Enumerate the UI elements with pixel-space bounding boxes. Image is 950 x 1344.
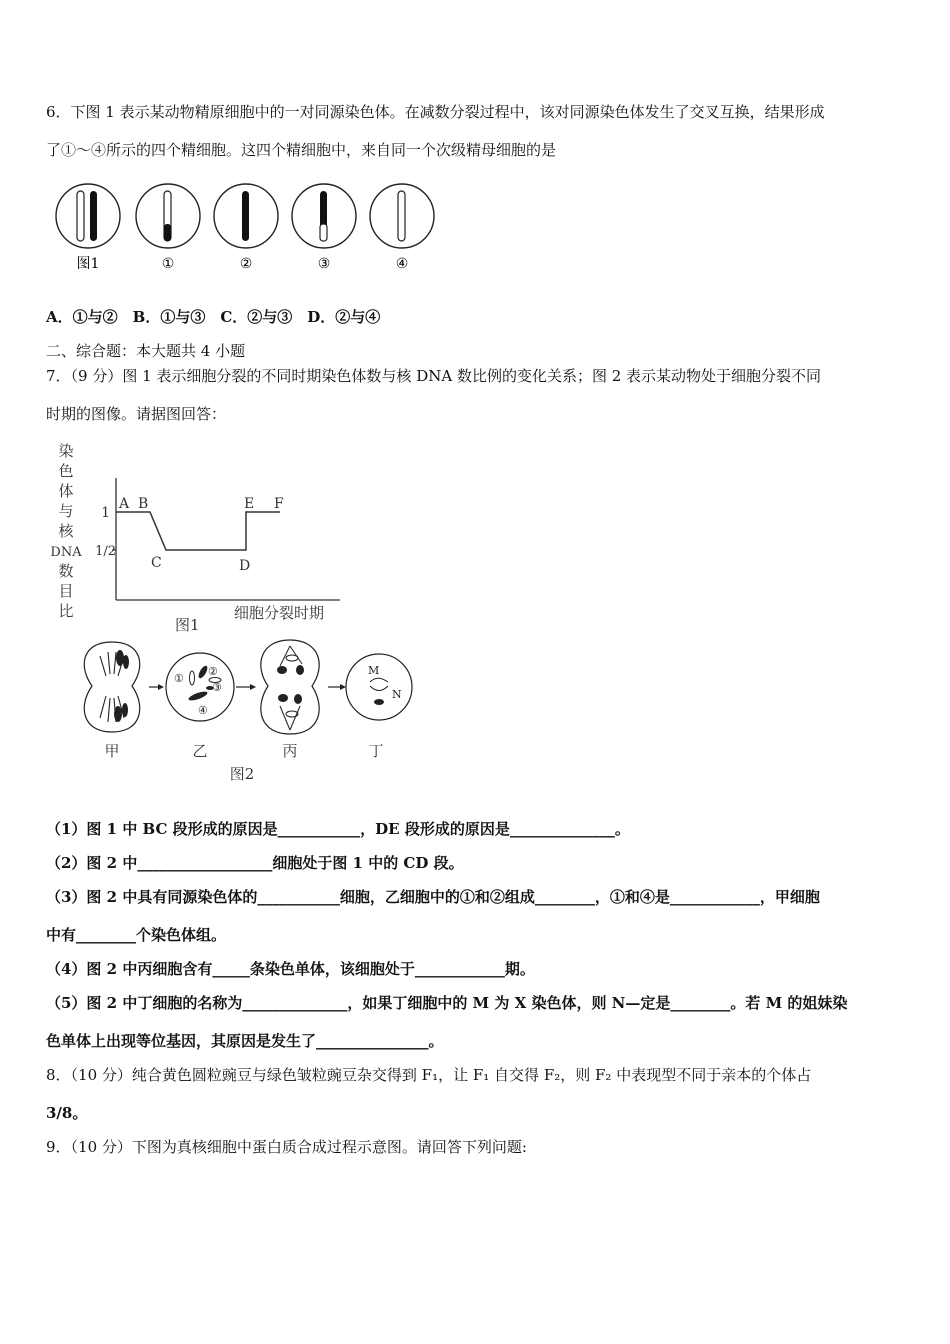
graph-xlabel: 细胞分裂时期 [234,604,325,622]
section2-heading: 二、综合题：本大题共 4 小题 [46,342,246,360]
yi-label-3: ③ [212,681,222,694]
graph-ylabel-char: 目 [58,582,74,600]
fig2-caption: 图2 [229,765,255,783]
graph-ylabel-char: 色 [58,462,74,480]
graph-ylabel-char: 数 [58,562,74,580]
graph-ytick-half: 1/2 [95,544,116,559]
yi-label-1: ① [174,672,184,685]
graph-ylabel-char: 体 [58,482,74,500]
arrow-2-head [250,684,256,690]
q7-sub3b: 中有________个染色体组。 [46,926,227,944]
yi-label-2: ② [208,665,218,678]
q7-sub1: （1）图 1 中 BC 段形成的原因是___________，DE 段形成的原因是______________。 [46,820,630,838]
q7-sub2: （2）图 2 中__________________细胞处于图 1 中的 CD 段。 [46,854,464,872]
graph-point-c: C [151,555,162,571]
graph-ylabel-char: 核 [58,522,74,540]
q6-line1: 6．下图 1 表示某动物精原细胞中的一对同源染色体。在减数分裂过程中，该对同源染色体发生了交叉互换，结果形成 [46,103,825,121]
q7-line1: 7．（9 分）图 1 表示细胞分裂的不同时期染色体数与核 DNA 数比例的变化关系；图 2 表示某动物处于细胞分裂不同 [46,367,822,385]
arrow-1-head [158,684,164,690]
fig1-label: 图1 [76,256,100,272]
graph-ratio-line [116,512,280,550]
graph-point-b: B [138,496,149,512]
q9-line1: 9．（10 分）下图为真核细胞中蛋白质合成过程示意图。请回答下列问题: [46,1138,527,1156]
q7-line2: 时期的图像。请据图回答： [46,405,227,423]
graph-point-f: F [274,496,284,512]
bing-cell-outline [261,640,319,734]
graph-point-a: A [119,496,130,512]
q8-line2: 3/8。 [46,1104,88,1122]
q7-sub3a: （3）图 2 中具有同源染色体的___________细胞，乙细胞中的①和②组成________，①和④是____________，甲细胞 [46,888,820,906]
q6-options: A．①与② B．①与③ C．②与③ D．②与④ [46,308,381,326]
q7-graph-figure1 [44,436,364,641]
graph-point-e: E [244,496,255,512]
graph-ylabel-char: 比 [58,602,74,620]
yi-label-4: ④ [198,704,208,717]
graph-caption: 图1 [175,616,200,634]
cell-name-jia: 甲 [104,742,120,760]
cell4-label: ④ [395,256,409,272]
cell1-label: ① [161,256,175,272]
cell-name-bing: 丙 [282,742,298,760]
cell2-chromosome [242,191,249,241]
cell-name-yi: 乙 [192,742,208,760]
graph-ylabel-char: DNA [50,545,82,560]
q7-cell-division-figure2 [70,636,430,786]
fig1-cell-circle [56,184,120,248]
q8-line1: 8．（10 分）纯合黄色圆粒豌豆与绿色皱粒豌豆杂交得到 F₁，让 F₁ 自交得 F₂，则 F₂ 中表现型不同于亲本的个体占 [46,1066,812,1084]
cell4-chromosome [398,191,405,241]
jia-cell-outline [84,642,139,732]
cell3-label: ③ [317,256,331,272]
graph-ylabel-char: 与 [58,502,74,520]
cell2-label: ② [239,256,253,272]
q7-sub5a: （5）图 2 中丁细胞的名称为______________，如果丁细胞中的 M 为 X 染色体，则 N—定是________。若 M 的姐妹染 [46,994,848,1012]
cell3-white-segment [320,224,327,241]
fig1-white-chromosome [77,191,84,241]
q7-sub5b: 色单体上出现等位基因，其原因是发生了_______________。 [46,1032,444,1050]
arrow-3-head [340,684,346,690]
ding-label-n: N [392,688,402,701]
graph-ytick-1: 1 [101,505,110,521]
q7-sub4: （4）图 2 中丙细胞含有_____条染色单体，该细胞处于____________期。 [46,960,535,978]
cell-name-ding: 丁 [368,742,384,760]
graph-point-d: D [239,558,251,574]
ding-label-m: M [368,664,380,677]
q6-chromosome-figure [50,180,450,280]
graph-ylabel-char: 染 [58,442,74,460]
q6-line2: 了①～④所示的四个精细胞。这四个精细胞中，来自同一个次级精母细胞的是 [46,141,557,159]
cell1-black-segment [164,224,171,241]
fig1-black-chromosome [90,191,97,241]
